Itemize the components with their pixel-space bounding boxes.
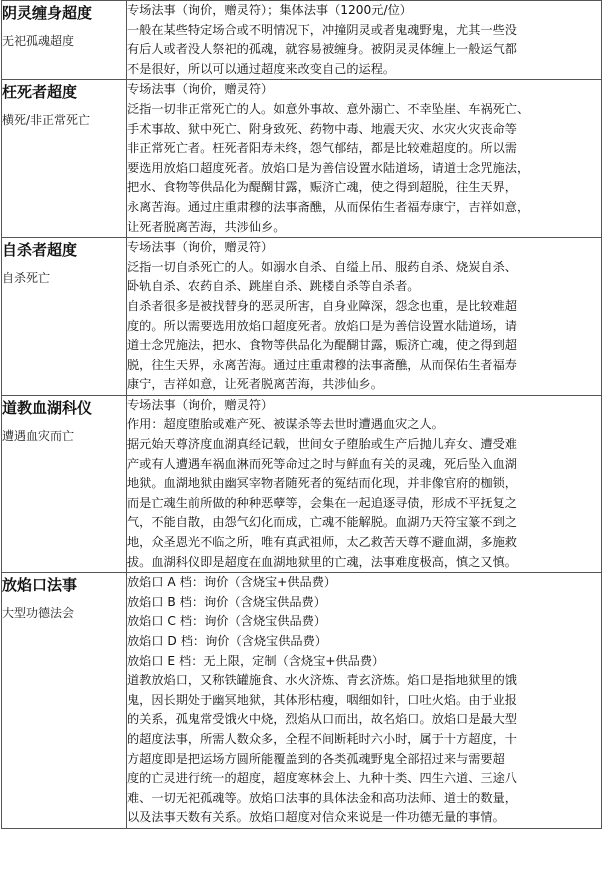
- rite-name: 枉死者超度: [2, 83, 78, 102]
- description-line: 专场法事（询价，赠灵符）: [127, 240, 274, 255]
- rite-description-cell: [127, 395, 602, 572]
- description-line: 脱，往生天界，永离苦海。通过庄重肃穆的法事斋醮，从而保佑生者福寿: [127, 357, 517, 372]
- description-line: 放焰口 A 档：询价（含烧宝+供品费）: [127, 575, 337, 590]
- rite-title-cell: [2, 395, 127, 572]
- description-line: 让死者脱离苦海，共涉仙乡。: [127, 219, 286, 234]
- description-line: 以及法事天数有关系。放焰口超度对信众来说是一件功德无量的事情。: [127, 810, 505, 825]
- description-line: 鬼，因长期处于幽冥地狱，其体形枯瘦，咽细如针，口吐火焰。由于业报: [127, 692, 517, 707]
- description-line: 难、一切无祀孤魂等。放焰口法事的具体法金和高功法师、道士的数量，: [127, 790, 517, 805]
- rite-subtitle: 遭遇血灾而亡: [2, 428, 75, 443]
- rite-description-cell: [127, 1, 602, 80]
- description-line: 一般在某些特定场合或不明情况下，冲撞阴灵或者鬼魂野鬼，尤其一些没: [127, 22, 517, 37]
- rites-table: [1, 0, 602, 829]
- description-line: 泛指一切自杀死亡的人。如溺水自杀、自缢上吊、服药自杀、烧炭自杀、: [127, 259, 517, 274]
- description-line: 泛指一切非正常死亡的人。如意外事故、意外溺亡、不幸坠崖、车祸死亡、: [127, 101, 530, 116]
- rites-table-body: [2, 1, 602, 829]
- description-line: 的关系，孤鬼常受饿火中烧，烈焰从口而出，故名焰口。放焰口是最大型: [127, 712, 517, 727]
- description-line: 据元始天尊济度血湖真经记载，世间女子堕胎或生产后抛儿弃女、遭受难: [127, 437, 517, 452]
- description-line: 作用：超度堕胎或难产死、被谋杀等去世时遭遇血灾之人。: [127, 417, 444, 432]
- description-line: 道士念咒施法，把水、食物等供品化为醍醐甘露，赈济亡魂，使之得到超: [127, 338, 517, 353]
- rite-title-cell: [2, 1, 127, 80]
- description-line: 地狱。血湖地狱由幽冥宰物者随死者的冤结而化现，并非像官府的枷锁，: [127, 476, 517, 491]
- rite-row: [2, 1, 602, 80]
- description-line: 气，不能自散，由怨气幻化而成，亡魂不能解脱。血湖乃天符宝篆不到之: [127, 515, 517, 530]
- description-line: 专场法事（询价，赠灵符）: [127, 82, 274, 97]
- rite-title-cell: [2, 573, 127, 829]
- description-line: 方超度即是把运场方圆所能覆盖到的各类孤魂野鬼全部招过来与需要超: [127, 751, 505, 766]
- description-line: 把水、食物等供品化为醍醐甘露，赈济亡魂，使之得到超脱，往生天界，: [127, 180, 517, 195]
- rite-subtitle: 自杀死亡: [2, 271, 51, 286]
- description-line: 自杀者很多是被找替身的恶灵所害，自身业障深，怨念也重，是比较难超: [127, 298, 517, 313]
- description-line: 手术事故、狱中死亡、附身致死、药物中毒、地震天灾、水灾火灾丧命等: [127, 121, 517, 136]
- description-line: 放焰口 E 档：无上限，定制（含烧宝+供品费）: [127, 653, 385, 668]
- description-line: 度的。所以需要选用放焰口超度死者。放焰口是为善信设置水陆道场，请: [127, 318, 517, 333]
- rite-subtitle: 无祀孤魂超度: [2, 34, 75, 48]
- description-line: 卧轨自杀、农药自杀、跳崖自杀、跳楼自杀等自杀者。: [127, 279, 420, 294]
- rite-name: 阴灵缠身超度: [2, 4, 93, 22]
- rite-subtitle: 大型功德法会: [2, 606, 75, 621]
- description-line: 放焰口 C 档：询价（含烧宝供品费）: [127, 614, 327, 629]
- description-line: 非正常死亡者。枉死者阳寿未终，怨气郁结，都是比较难超度的。所以需: [127, 141, 517, 156]
- description-line: 放焰口 B 档：询价（含烧宝供品费）: [127, 594, 326, 609]
- rite-subtitle: 横死/非正常死亡: [2, 113, 91, 128]
- description-line: 有后人或者没人祭祀的孤魂，就容易被缠身。被阴灵灵体缠上一般运气都: [127, 42, 517, 57]
- description-line: 放焰口 D 档：询价（含烧宝供品费）: [127, 634, 327, 648]
- rite-description-cell: [127, 80, 602, 238]
- description-line: 拔。血湖科仪即是超度在血湖地狱里的亡魂，法事难度极高，慎之又慎。: [127, 554, 517, 569]
- description-line: 不是很好，所以可以通过超度来改变自己的运程。: [127, 61, 396, 76]
- rite-name: 自杀者超度: [2, 241, 78, 260]
- description-line: 度的亡灵进行统一的超度，超度寒林会上、九种十类、四生六道、三途八: [127, 771, 517, 786]
- rite-description-cell: [127, 238, 602, 396]
- description-line: 的超度法事，所需人数众多，全程不间断耗时六小时，属于十方超度，十: [127, 731, 517, 746]
- description-line: 专场法事（询价，赠灵符）；集体法事（1200元/位）: [127, 3, 412, 17]
- rite-row: [2, 395, 602, 572]
- description-line: 道教放焰口，又称铁罐施食、水火济炼、青玄济炼。焰口是指地狱里的饿: [127, 673, 517, 688]
- description-line: 要选用放焰口超度死者。放焰口是为善信设置水陆道场，请道士念咒施法，: [127, 160, 530, 175]
- rite-name: 道教血湖科仪: [2, 398, 93, 417]
- rite-row: [2, 238, 602, 396]
- rite-row: [2, 80, 602, 238]
- description-line: 专场法事（询价，赠灵符）: [127, 397, 274, 412]
- rite-title-cell: [2, 238, 127, 396]
- description-line: 康宁，吉祥如意，让死者脱离苦海，共涉仙乡。: [127, 377, 383, 392]
- rite-title-cell: [2, 80, 127, 238]
- rite-name: 放焰口法事: [2, 576, 78, 595]
- description-line: 而是亡魂生前所做的种种恶孽等，会集在一起追逐寻债，形成不平抚复之: [127, 495, 517, 510]
- rite-row: [2, 573, 602, 829]
- rite-description-cell: [127, 573, 602, 829]
- description-line: 产或有人遭遇车祸血淋而死等命过之时与鲜血有关的灵魂，死后坠入血湖: [127, 456, 517, 471]
- description-line: 地，众圣恩光不临之所，唯有真武祖师，太乙救苦天尊不避血湖，多施救: [127, 535, 517, 550]
- description-line: 永离苦海。通过庄重肃穆的法事斋醮，从而保佑生者福寿康宁，吉祥如意，: [127, 199, 530, 214]
